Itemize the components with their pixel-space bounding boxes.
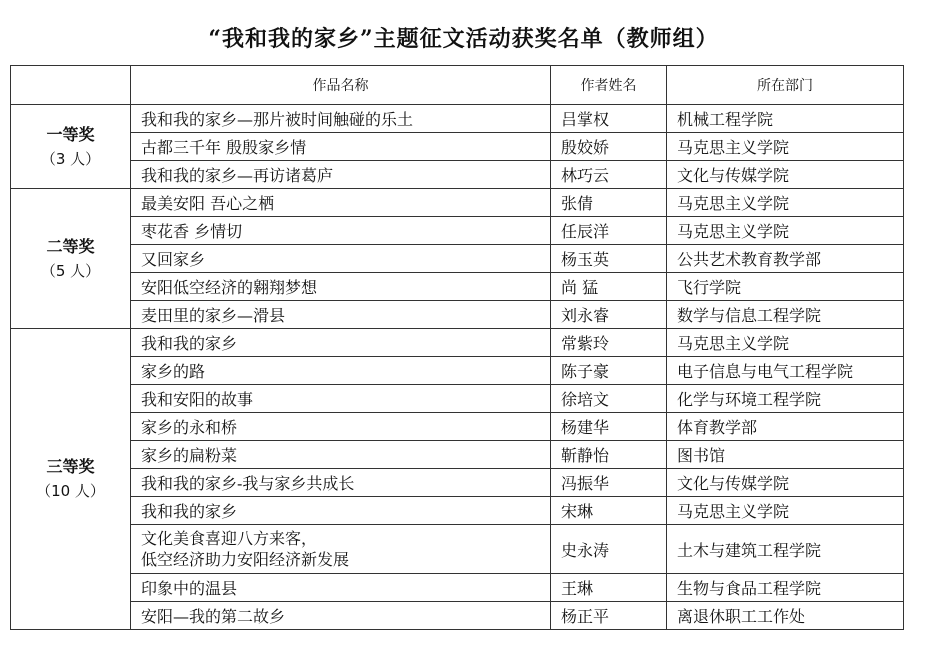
- work-cell: 我和我的家乡: [131, 497, 551, 525]
- work-cell: 家乡的路: [131, 357, 551, 385]
- author-cell: 宋琳: [551, 497, 667, 525]
- dept-cell: 机械工程学院: [667, 105, 904, 133]
- author-cell: 林巧云: [551, 161, 667, 189]
- table-row: [11, 133, 904, 161]
- dept-cell: 公共艺术教育教学部: [667, 245, 904, 273]
- work-cell: 我和我的家乡—那片被时间触碰的乐土: [131, 105, 551, 133]
- award-count: （5 人）: [40, 261, 101, 280]
- table-row: [11, 245, 904, 273]
- award-name: 一等奖: [46, 124, 95, 144]
- author-cell: 徐培文: [551, 385, 667, 413]
- dept-cell: 马克思主义学院: [667, 189, 904, 217]
- author-cell: 王琳: [551, 574, 667, 602]
- author-cell: 杨玉英: [551, 245, 667, 273]
- author-cell: 杨建华: [551, 413, 667, 441]
- author-cell: 冯振华: [551, 469, 667, 497]
- author-cell: 尚 猛: [551, 273, 667, 301]
- work-cell: 家乡的扁粉菜: [131, 441, 551, 469]
- table-row: [11, 301, 904, 329]
- table-row: [11, 357, 904, 385]
- table-row: [11, 525, 904, 574]
- author-cell: 任辰洋: [551, 217, 667, 245]
- awards-table: [10, 65, 904, 630]
- dept-cell: 体育教学部: [667, 413, 904, 441]
- page-title: “我和我的家乡”主题征文活动获奖名单（教师组）: [208, 26, 719, 52]
- table-row: [11, 469, 904, 497]
- work-cell: 最美安阳 吾心之栖: [131, 189, 551, 217]
- table-row: [11, 441, 904, 469]
- table-row: [11, 574, 904, 602]
- work-cell: 古都三千年 殷殷家乡情: [131, 133, 551, 161]
- dept-cell: 飞行学院: [667, 273, 904, 301]
- dept-cell: 土木与建筑工程学院: [667, 525, 904, 574]
- dept-cell: 马克思主义学院: [667, 329, 904, 357]
- award-count: （10 人）: [36, 482, 105, 500]
- award-cell-second: [11, 189, 131, 329]
- dept-cell: 离退休职工工作处: [667, 602, 904, 630]
- dept-cell: 图书馆: [667, 441, 904, 469]
- work-line-1: 文化美食喜迎八方来客，: [141, 529, 318, 548]
- work-cell: 我和我的家乡-我与家乡共成长: [131, 469, 551, 497]
- author-cell: 史永涛: [551, 525, 667, 574]
- work-cell: [131, 525, 551, 574]
- author-cell: 刘永睿: [551, 301, 667, 329]
- table-row: [11, 105, 904, 133]
- table-row: [11, 602, 904, 630]
- author-cell: 吕掌权: [551, 105, 667, 133]
- header-cell-dept: 所在部门: [667, 66, 904, 105]
- dept-cell: 马克思主义学院: [667, 217, 904, 245]
- work-cell: 家乡的永和桥: [131, 413, 551, 441]
- table-row: [11, 329, 904, 357]
- table-row: [11, 161, 904, 189]
- dept-cell: 马克思主义学院: [667, 497, 904, 525]
- header-cell-author: 作者姓名: [551, 66, 667, 105]
- dept-cell: 文化与传媒学院: [667, 469, 904, 497]
- work-cell: 麦田里的家乡—滑县: [131, 301, 551, 329]
- dept-cell: 马克思主义学院: [667, 133, 904, 161]
- author-cell: 张倩: [551, 189, 667, 217]
- dept-cell: 电子信息与电气工程学院: [667, 357, 904, 385]
- author-cell: 常紫玲: [551, 329, 667, 357]
- dept-cell: 文化与传媒学院: [667, 161, 904, 189]
- author-cell: 陈子豪: [551, 357, 667, 385]
- table-row: [11, 189, 904, 217]
- table-row: [11, 217, 904, 245]
- work-cell: 我和我的家乡: [131, 329, 551, 357]
- work-cell: 又回家乡: [131, 245, 551, 273]
- author-cell: 靳静怡: [551, 441, 667, 469]
- header-cell-work: 作品名称: [131, 66, 551, 105]
- work-line-2: 低空经济助力安阳经济新发展: [141, 550, 350, 569]
- award-count: （3 人）: [40, 149, 101, 168]
- award-cell-first: [11, 105, 131, 189]
- work-cell: 印象中的温县: [131, 574, 551, 602]
- table-row: [11, 497, 904, 525]
- table-row: [11, 413, 904, 441]
- award-cell-third: [11, 329, 131, 630]
- table-row: [11, 273, 904, 301]
- author-cell: 殷姣娇: [551, 133, 667, 161]
- work-cell: 我和我的家乡—再访诸葛庐: [131, 161, 551, 189]
- table-row: [11, 385, 904, 413]
- header-row: [11, 66, 904, 105]
- award-name: 三等奖: [46, 457, 95, 476]
- dept-cell: 化学与环境工程学院: [667, 385, 904, 413]
- work-cell: 安阳—我的第二故乡: [131, 602, 551, 630]
- dept-cell: 生物与食品工程学院: [667, 574, 904, 602]
- award-name: 二等奖: [46, 236, 95, 256]
- header-cell-blank: [11, 66, 131, 105]
- author-cell: 杨正平: [551, 602, 667, 630]
- dept-cell: 数学与信息工程学院: [667, 301, 904, 329]
- work-cell: 枣花香 乡情切: [131, 217, 551, 245]
- work-cell: 安阳低空经济的翱翔梦想: [131, 273, 551, 301]
- work-cell: 我和安阳的故事: [131, 385, 551, 413]
